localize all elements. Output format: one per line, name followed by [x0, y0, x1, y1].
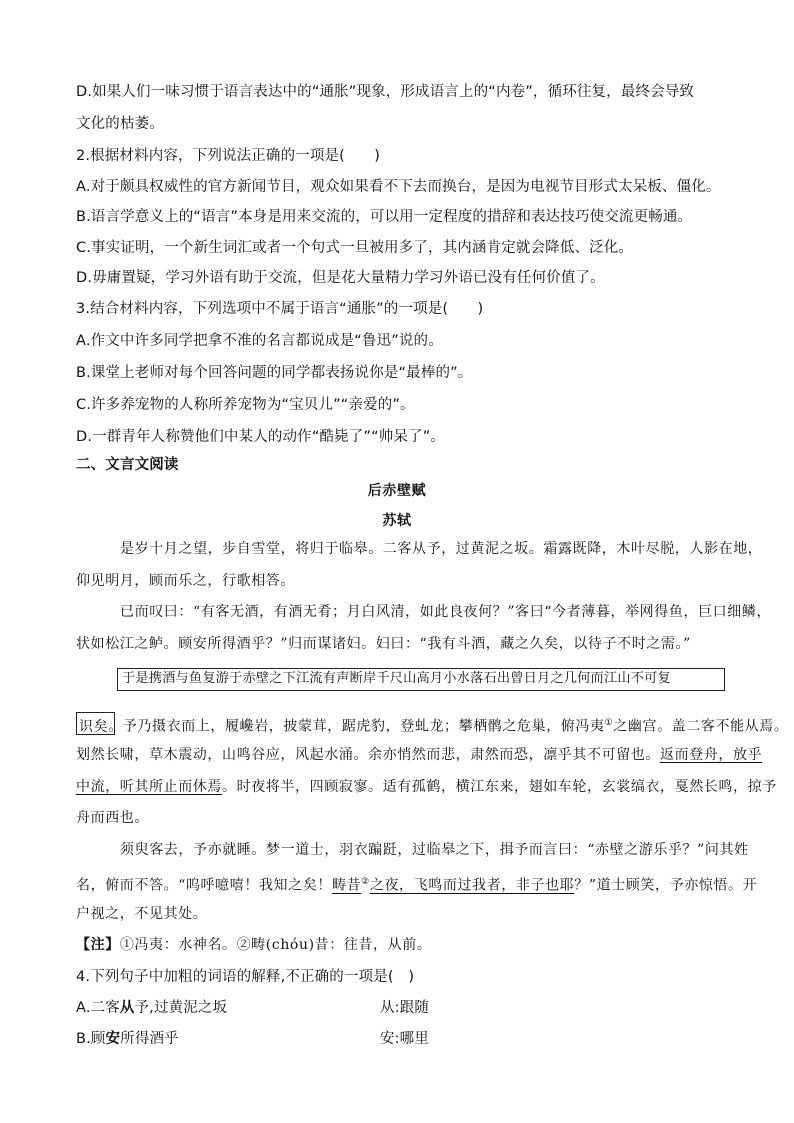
- passage-text: 之幽宫。盖二客不能从焉。: [613, 718, 789, 735]
- option-text: 予,过黄泥之坂: [134, 1000, 228, 1016]
- passage-p4-line1: 须臾客去，予亦就睡。梦一道士，羽衣蹁跹，过临皋之下，揖予而言曰：“赤壁之游乐乎？”问其姓: [120, 842, 749, 858]
- passage-author: 苏轼: [382, 513, 412, 529]
- q2-option-c: C.事实证明，一个新生词汇或者一个句式一旦被用多了，其内涵肯定就会降低、泛化。: [76, 240, 634, 256]
- passage-p3-line2: [76, 713, 789, 737]
- q2-stem: 2.根据材料内容，下列说法正确的一项是( ): [76, 148, 381, 164]
- option-text: B.顾: [76, 1031, 106, 1047]
- q4-option-a: [76, 998, 726, 1018]
- q2-option-a: A.对于颇具权威性的官方新闻节目，观众如果看不下去而换台，是因为电视节目形式太呆板、僵化。: [76, 179, 721, 195]
- q2-option-d: D.毋庸置疑，学习外语有助于交流，但是花大量精力学习外语已没有任何价值了。: [76, 270, 605, 286]
- passage-p1-line1: 是岁十月之望，步自雪堂，将归于临皋。二客从予，过黄泥之坂。霜露既降，木叶尽脱，人影在地，: [120, 541, 763, 557]
- note-label: 【注】: [76, 937, 120, 953]
- passage-p4-line3: 户视之，不见其处。: [76, 906, 208, 922]
- q3-option-a: A.作文中许多同学把拿不准的名言都说成是“鲁迅”说的。: [76, 333, 443, 349]
- q1-option-d: D.如果人们一味习惯于语言表达中的“通胀”现象，形成语言上的“内卷”，循环往复，最终会导致: [76, 84, 695, 100]
- note-mark-2: ②: [361, 877, 370, 887]
- passage-text: 名，俯而不答。“呜呼噫嘻！我知之矣！: [76, 877, 332, 894]
- q4-option-b-explanation: 安:哪里: [380, 1031, 429, 1047]
- option-text: 所得酒乎: [120, 1031, 179, 1047]
- passage-p3-line5: 舟而西也。: [76, 810, 149, 826]
- section-heading: 二、文言文阅读: [76, 457, 179, 473]
- q3-option-d: D.一群青年人称赞他们中某人的动作“酷毙了”“帅呆了”。: [76, 429, 446, 445]
- underlined-word: 畴昔: [331, 877, 362, 894]
- passage-p2-line1: 已而叹曰：“有客无酒，有酒无肴；月白风清，如此良夜何？”客曰“今者薄暮，举网得鱼，巨口细鳞，: [120, 604, 772, 620]
- underlined-sentence-2: 之夜，飞鸣而过我者，非子也耶: [369, 877, 575, 894]
- note-text: ①冯夷：水神名。②畴(chóu)昔：往昔，从前。: [119, 937, 432, 953]
- passage-p3-boxed: 于是携酒与鱼复游于赤壁之下江流有声断岸千尺山高月小水落石出曾日月之几何而江山不可复: [122, 671, 671, 686]
- q4-stem: 4.下列句子中加粗的词语的解释,不正确的一项是( ): [76, 969, 415, 985]
- note-mark-1: ①: [604, 718, 614, 728]
- passage-text: ？”道士顾笑，予亦惊悟。开: [574, 877, 758, 894]
- passage-text: 划然长啸，草木震动，山鸣谷应，风起水涌。余亦悄然而悲，肃然而恐，凛乎其不可留也。: [76, 747, 660, 763]
- passage-text: 。时夜将半，四顾寂寥。适有孤鹤，横江东来，翅如车轮，玄裳缟衣，戛然长鸣，掠予: [222, 779, 777, 795]
- passage-text: 。予乃摄衣而上，履巉岩，披蒙茸，踞虎豹，登虬龙；攀栖鹘之危巢，俯冯夷: [108, 718, 605, 735]
- passage-title: 后赤壁赋: [367, 483, 427, 499]
- q4-option-a-explanation: 从:跟随: [380, 1000, 429, 1016]
- option-text: A.二客: [76, 1000, 120, 1016]
- boxed-fragment: 识矣: [79, 718, 109, 735]
- underlined-sentence: 返而登舟，放乎: [660, 747, 763, 763]
- q2-option-b: B.语言学意义上的“语言”本身是用来交流的，可以用一定程度的措辞和表达技巧使交流更畅通。: [76, 209, 693, 225]
- q4-option-b: [76, 1029, 726, 1049]
- q1-option-d-cont: 文化的枯萎。: [76, 116, 164, 132]
- footnote: [76, 935, 726, 955]
- underlined-sentence-cont: 中流，听其所止而休焉: [76, 779, 222, 795]
- bold-word: 安: [105, 1031, 121, 1047]
- passage-p3-line4: [76, 777, 777, 797]
- q3-option-c: C.许多养宠物的人称所养宠物为“宝贝儿”“亲爱的”。: [76, 397, 415, 413]
- passage-p3-line3: [76, 745, 763, 765]
- q3-option-b: B.课堂上老师对每个回答问题的同学都表扬说你是“最棒的”。: [76, 365, 473, 381]
- q3-stem: 3.结合材料内容，下列选项中不属于语言“通胀”的一项是( ): [76, 301, 484, 317]
- passage-p1-line2: 仰见明月，顾而乐之，行歌相答。: [76, 573, 295, 589]
- bold-word: 从: [119, 1000, 135, 1016]
- passage-p4-line2: [76, 872, 758, 896]
- passage-p2-line2: 状如松江之鲈。顾安所得酒乎？”归而谋诸妇。妇曰：“我有斗酒，藏之久矣，以待子不时之需。”: [76, 636, 691, 652]
